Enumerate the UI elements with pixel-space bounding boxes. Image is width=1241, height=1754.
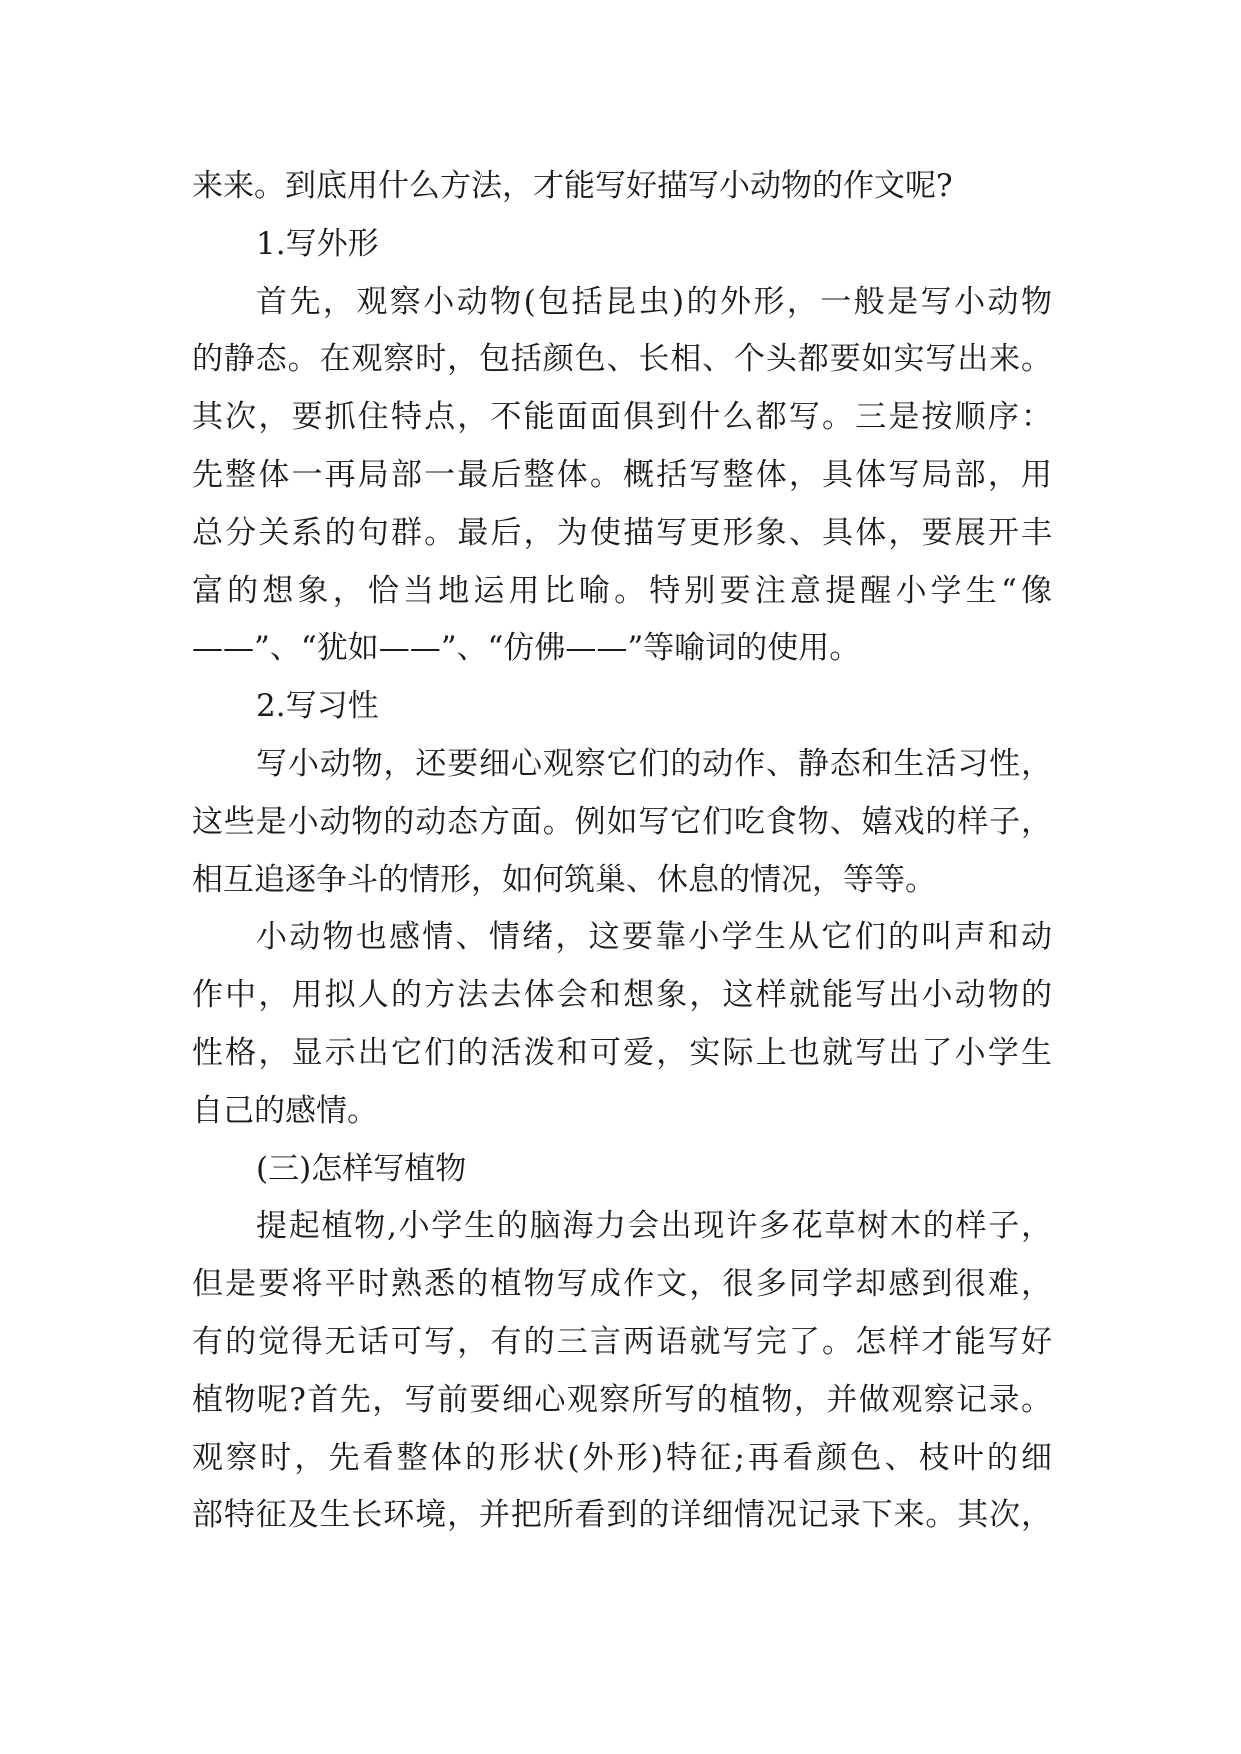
text-line: 的静态。在观察时，包括颜色、长相、个头都要如实写出来。	[192, 341, 1052, 378]
text-line: 部特征及生长环境，并把所看到的详细情况记录下来。其次，	[192, 1497, 1052, 1534]
text-line: 1.写外形	[256, 225, 379, 262]
text-line: 植物呢?首先，写前要细心观察所写的植物，并做观察记录。	[192, 1381, 1052, 1418]
text-line: 这些是小动物的动态方面。例如写它们吃食物、嬉戏的样子，	[192, 803, 1052, 840]
text-line: 但是要将平时熟悉的植物写成作文，很多同学却感到很难，	[192, 1266, 1052, 1303]
text-line: 首先，观察小动物(包括昆虫)的外形，一般是写小动物	[256, 283, 1052, 320]
text-line: 来来。到底用什么方法，才能写好描写小动物的作文呢?	[192, 168, 953, 204]
text-line: 2.写习性	[256, 688, 379, 725]
text-line: 其次，要抓住特点，不能面面俱到什么都写。三是按顺序：	[192, 399, 1052, 436]
text-line: 观察时，先看整体的形状(外形)特征;再看颜色、枝叶的细	[192, 1439, 1052, 1476]
text-line: 富的想象，恰当地运用比喻。特别要注意提醒小学生“像	[192, 572, 1052, 609]
text-line: ——”、“犹如——”、“仿佛——”等喻词的使用。	[192, 630, 861, 667]
body-text	[192, 158, 1052, 1545]
text-line: 有的觉得无话可写，有的三言两语就写完了。怎样才能写好	[192, 1323, 1052, 1360]
text-line: 总分关系的句群。最后，为使描写更形象、具体，要展开丰	[192, 514, 1052, 551]
text-line: (三)怎样写植物	[256, 1150, 467, 1187]
text-line: 先整体一再局部一最后整体。概括写整体，具体写局部，用	[192, 456, 1052, 493]
text-line: 相互追逐争斗的情形，如何筑巢、休息的情况，等等。	[192, 861, 936, 898]
text-line: 性格，显示出它们的活泼和可爱，实际上也就写出了小学生	[192, 1034, 1052, 1071]
text-line: 作中，用拟人的方法去体会和想象，这样就能写出小动物的	[192, 977, 1052, 1014]
text-line: 提起植物,小学生的脑海力会出现许多花草树木的样子，	[256, 1208, 1052, 1245]
text-line: 写小动物，还要细心观察它们的动作、静态和生活习性，	[256, 745, 1052, 782]
text-line: 自己的感情。	[192, 1092, 378, 1129]
text-line: 小动物也感情、情绪，这要靠小学生从它们的叫声和动	[256, 919, 1052, 956]
